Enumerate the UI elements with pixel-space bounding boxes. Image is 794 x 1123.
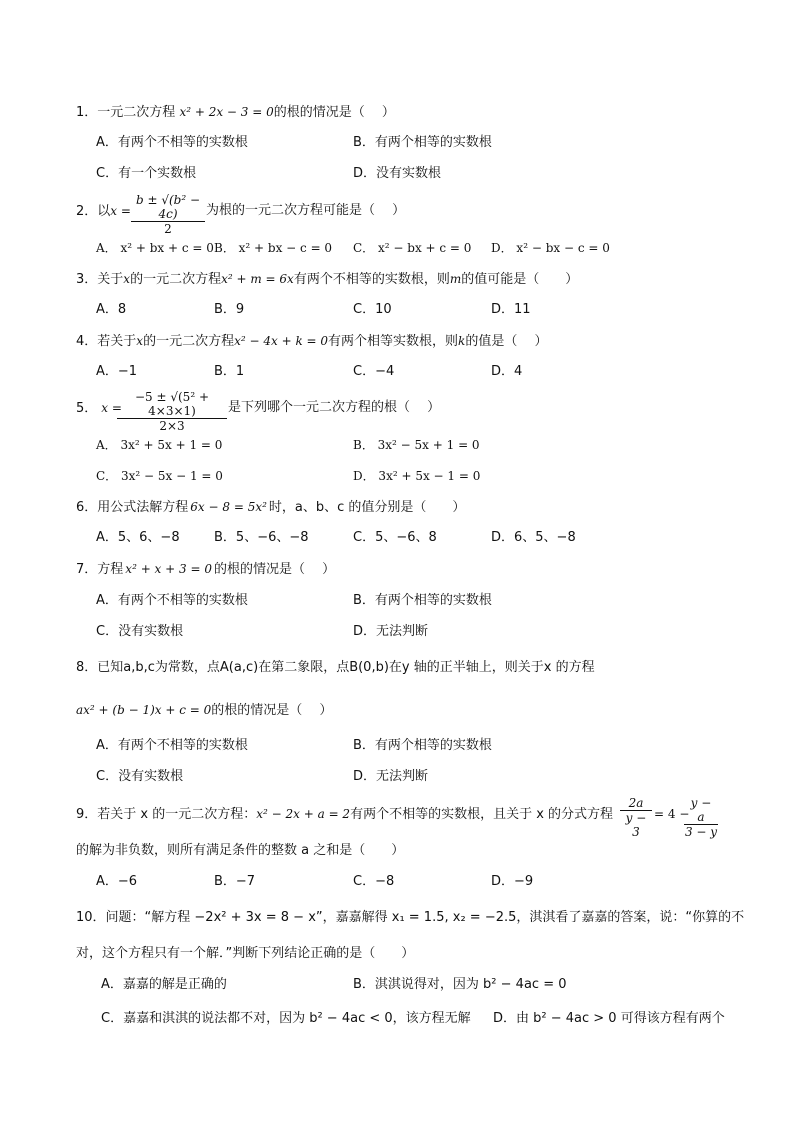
fraction-denominator: 2: [164, 222, 172, 236]
option-d: D． 3x² + 5x − 1 = 0: [353, 469, 481, 483]
question-number: 1．: [76, 105, 98, 120]
fraction-denominator: 3 − y: [684, 825, 718, 839]
option-a: A．有两个不相等的实数根: [96, 738, 248, 753]
question-text: 以: [97, 204, 111, 219]
option-d: D．11: [491, 302, 531, 317]
question-4-stem: [76, 333, 547, 350]
question-text: 的根的情况是（ ）: [273, 105, 395, 120]
fraction-numerator: −5 ± √(5² + 4×3×1): [117, 390, 227, 419]
option-b: B．5、−6、−8: [214, 530, 309, 545]
option-c: C．10: [353, 302, 392, 317]
question-text: 若关于 x 的一元二次方程：: [97, 807, 257, 822]
equation: x² + m = 6x: [221, 272, 294, 286]
equation: = 4 −: [654, 807, 690, 821]
option-d: D．没有实数根: [353, 166, 442, 181]
question-number: 7．: [76, 562, 98, 577]
question-1-stem: [76, 104, 395, 121]
question-text: 问题：“解方程 −2x² + 3x = 8 − x”，嘉嘉解得 x₁ = 1.5, x₂ = −2.5，淇淇看了嘉嘉的答案，说：“你算的不: [105, 910, 745, 925]
question-text: 的值是（ ）: [465, 334, 548, 349]
fraction: [117, 390, 227, 433]
question-text: 有两个相等实数根，则: [328, 334, 459, 349]
question-text: 为根的一元二次方程可能是（ ）: [206, 203, 406, 218]
option-c: C．没有实数根: [96, 624, 184, 639]
option-b: B．淇淇说得对，因为 b² − 4ac = 0: [353, 977, 567, 992]
option-a: A．有两个不相等的实数根: [96, 593, 248, 608]
option-b: B．有两个相等的实数根: [353, 135, 492, 150]
question-number: 10．: [76, 910, 106, 925]
fraction: [131, 193, 205, 236]
question-number: 2．: [76, 204, 98, 219]
question-text: 是下列哪个一元二次方程的根（ ）: [228, 400, 441, 415]
equation: x =: [110, 204, 131, 218]
option-a: A． 3x² + 5x + 1 = 0: [96, 438, 223, 452]
option-c: C．有一个实数根: [96, 166, 197, 181]
question-3-stem: [76, 271, 578, 288]
option-a: A． x² + bx + c = 0: [96, 241, 214, 255]
option-b: B．有两个相等的实数根: [353, 738, 492, 753]
question-text: 方程: [97, 562, 124, 577]
equation: 6x − 8 = 5x²: [190, 500, 267, 514]
variable: m: [449, 272, 462, 286]
question-6-stem: [76, 499, 465, 516]
fraction-numerator: b ± √(b² − 4c): [131, 193, 205, 222]
equation: x² + x + 3 = 0: [125, 562, 212, 576]
option-c: C．−8: [353, 874, 395, 889]
equation: x² + 2x − 3 = 0: [179, 105, 274, 119]
question-text: 关于: [97, 272, 124, 287]
option-c: C．−4: [353, 364, 395, 379]
option-d: D． x² − bx − c = 0: [491, 241, 610, 255]
option-a: A．嘉嘉的解是正确的: [101, 977, 227, 992]
variable: x: [123, 272, 131, 286]
fraction-denominator: 2×3: [159, 419, 185, 433]
option-b: B．9: [214, 302, 245, 317]
fraction: [620, 796, 652, 839]
question-text: 一元二次方程: [97, 105, 176, 120]
option-b: B． 3x² − 5x + 1 = 0: [353, 438, 480, 452]
question-number: 5．: [76, 401, 98, 416]
fraction-numerator: y − a: [684, 796, 718, 825]
question-9-stem: [76, 806, 613, 823]
fraction-denominator: y − 3: [625, 811, 647, 839]
option-a: A．有两个不相等的实数根: [96, 135, 248, 150]
option-a: A．8: [96, 302, 127, 317]
question-number: 9．: [76, 807, 98, 822]
question-text: 的根的情况是（ ）: [213, 562, 336, 577]
question-text: 的值可能是（ ）: [461, 272, 579, 287]
question-text: 有两个不相等的实数根，且关于 x 的分式方程: [350, 807, 614, 822]
option-d: D．6、5、−8: [491, 530, 576, 545]
equation: x =: [101, 401, 122, 415]
option-c: C．5、−6、8: [353, 530, 437, 545]
question-number: 3．: [76, 272, 98, 287]
variable: k: [458, 334, 466, 348]
question-5-stem: [76, 400, 122, 417]
question-8-stem-line2: [76, 702, 332, 719]
question-text: 若关于: [97, 334, 137, 349]
question-number: 4．: [76, 334, 98, 349]
option-b: B．−7: [214, 874, 256, 889]
question-number: 8．: [76, 660, 98, 675]
option-d: D．无法判断: [353, 624, 429, 639]
question-10-stem: [76, 910, 744, 926]
question-text: 对，这个方程只有一个解．”判断下列结论正确的是（ ）: [76, 946, 415, 961]
question-text: 的一元二次方程: [143, 334, 235, 349]
option-a: A．−1: [96, 364, 138, 379]
option-b: B． x² + bx − c = 0: [214, 241, 333, 255]
option-d: D．4: [491, 364, 523, 379]
question-2-stem: [76, 203, 131, 220]
equation: x² − 2x + a = 2: [256, 807, 351, 821]
fraction-numerator: 2a: [620, 796, 652, 811]
option-a: A．5、6、−8: [96, 530, 180, 545]
question-7-stem: [76, 561, 335, 578]
option-c: C．嘉嘉和淇淇的说法都不对，因为 b² − 4ac < 0，该方程无解: [101, 1011, 471, 1026]
option-d: D．无法判断: [353, 769, 429, 784]
option-a: A．−6: [96, 874, 138, 889]
option-d: D．由 b² − 4ac > 0 可得该方程有两个: [493, 1011, 725, 1026]
question-text: 的根的情况是（ ）: [211, 703, 333, 718]
question-text: 有两个不相等的实数根，则: [293, 272, 450, 287]
option-b: B．有两个相等的实数根: [353, 593, 492, 608]
equation: ax² + (b − 1)x + c = 0: [76, 703, 212, 717]
variable: x: [136, 334, 144, 348]
option-b: B．1: [214, 364, 245, 379]
question-text: 的一元二次方程: [130, 272, 222, 287]
question-text: 用公式法解方程: [97, 500, 189, 515]
option-c: C．没有实数根: [96, 769, 184, 784]
option-c: C． 3x² − 5x − 1 = 0: [96, 469, 223, 483]
question-text: 已知a,b,c为常数，点A(a,c)在第二象限，点B(0,b)在y 轴的正半轴上，则关于x 的方程: [97, 660, 595, 675]
question-text: 时，a、b、c 的值分别是（ ）: [268, 500, 466, 515]
fraction: [684, 796, 718, 839]
question-8-stem: [76, 660, 595, 676]
option-c: C． x² − bx + c = 0: [353, 241, 472, 255]
equation: x² − 4x + k = 0: [234, 334, 329, 348]
option-d: D．−9: [491, 874, 534, 889]
question-number: 6．: [76, 500, 98, 515]
question-text: 的解为非负数，则所有满足条件的整数 a 之和是（ ）: [76, 843, 405, 858]
